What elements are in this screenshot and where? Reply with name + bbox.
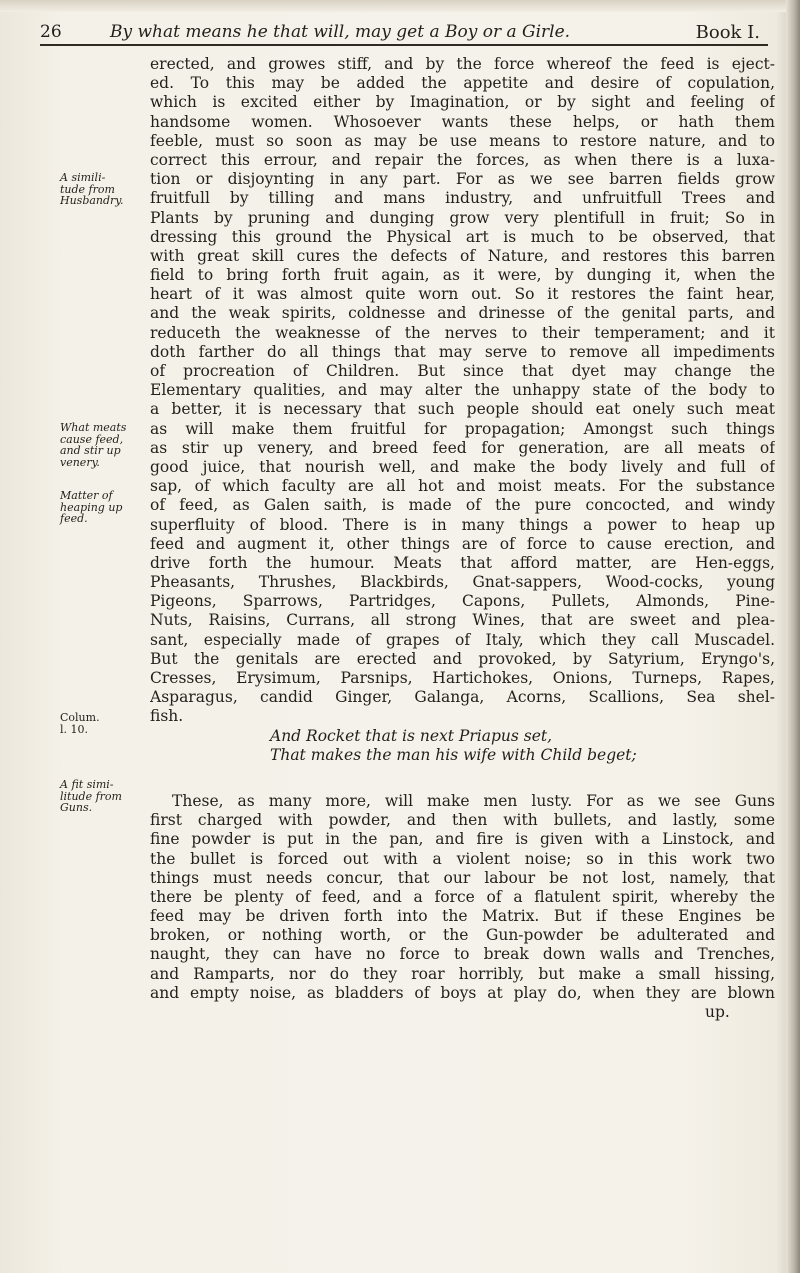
text-line: correct this errour, and repair the forces, as when there is a luxa-: [150, 150, 775, 169]
text-line: reduceth the weaknesse of the nerves to their temperament; and it: [150, 323, 775, 342]
margin-note-guns: [60, 779, 140, 814]
text-line: feeble, must so soon as may be use means to restore nature, and to: [150, 131, 775, 150]
margin-note-line: tude from: [60, 182, 115, 196]
text-line: of procreation of Children. But since that dyet may change the: [150, 362, 775, 380]
text-line: sant, especially made of grapes of Italy, which they call Muscadel.: [150, 630, 775, 649]
verse-line: That makes the man his wife with Child beget;: [270, 745, 637, 764]
text-line: ed. To this may be added the appetite and desire of copulation,: [150, 74, 775, 93]
margin-note-line: heaping up: [60, 500, 123, 514]
text-line: tion or disjoynting in any part. For as we see barren fields grow: [150, 170, 775, 189]
text-line: Nuts, Raisins, Currans, all strong Wines, that are sweet and plea-: [150, 611, 775, 630]
text-line: feed may be driven forth into the Matrix. But if these Engines be: [150, 907, 775, 926]
text-line: which is excited either by Imagination, or by sight and feeling of: [150, 93, 775, 112]
text-line: drive forth the humour. Meats that afford matter, are Hen-eggs,: [150, 553, 775, 572]
text-line: But the genitals are erected and provoked, by Satyrium, Eryngo's,: [150, 649, 775, 668]
header-rule: [40, 44, 768, 46]
text-line: feed and augment it, other things are of force to cause erection, and: [150, 534, 775, 553]
text-line: doth farther do all things that may serve to remove all impediments: [150, 342, 775, 361]
margin-note-line: cause feed,: [60, 432, 124, 446]
margin-note-colum: [60, 712, 140, 735]
margin-note-meats: [60, 422, 140, 468]
text-line: broken, or nothing worth, or the Gun-powder be adulterated and: [150, 926, 775, 945]
page-top-edge: [0, 0, 800, 12]
margin-note-husbandry: [60, 172, 140, 207]
text-line: there be plenty of feed, and a force of a flatulent spirit, whereby the: [150, 887, 775, 906]
text-line: of feed, as Galen saith, is made of the pure concocted, and windy: [150, 496, 775, 515]
text-line: up.: [705, 1003, 730, 1021]
text-line: good juice, that nourish well, and make the body lively and full of: [150, 457, 775, 476]
margin-note-line: What meats: [60, 421, 127, 434]
margin-note-line: Colum.: [60, 711, 100, 724]
text-line: and empty noise, as bladders of boys at play do, when they are blown: [150, 983, 775, 1002]
text-line: fish.: [150, 707, 184, 726]
text-line: a better, it is necessary that such people should eat onely such meat: [150, 400, 775, 419]
margin-note-line: and stir up: [60, 444, 121, 457]
margin-note-line: Guns.: [60, 801, 93, 814]
text-line: field to bring forth fruit again, as it were, by dunging it, when the: [150, 266, 775, 285]
text-line: sap, of which faculty are all hot and moist meats. For the substance: [150, 477, 775, 496]
text-line: first charged with powder, and then with bullets, and lastly, some: [150, 811, 775, 830]
margin-note-line: venery.: [60, 455, 100, 469]
text-line: erected, and growes stiff, and by the force whereof the feed is eject-: [150, 55, 775, 73]
page-number: 26: [40, 22, 62, 42]
text-line: as will make them fruitful for propagation; Amongst such things: [150, 419, 775, 438]
margin-note-line: l. 10.: [60, 722, 89, 736]
text-line: These, as many more, will make men lusty. For as we see Guns: [172, 791, 775, 810]
text-line: Pigeons, Sparrows, Partridges, Capons, Pullets, Almonds, Pine-: [150, 592, 775, 611]
text-line: fine powder is put in the pan, and fire is given with a Linstock, and: [150, 830, 775, 849]
binding-edge: [786, 0, 800, 1273]
text-line: Elementary qualities, and may alter the unhappy state of the body to: [150, 381, 775, 400]
paragraph-gap: [150, 765, 775, 792]
running-title: By what means he that will, may get a Boy or a Girle.: [110, 22, 571, 42]
margin-note-line: Husbandry.: [60, 194, 124, 207]
text-line: dressing this ground the Physical art is much to be observed, that: [150, 227, 775, 246]
text-line: Plants by pruning and dunging grow very plentifull in fruit; So in: [150, 208, 775, 227]
text-line: Pheasants, Thrushes, Blackbirds, Gnat-sappers, Wood-cocks, young: [150, 573, 775, 592]
text-line: things must needs concur, that our labour be not lost, namely, that: [150, 868, 775, 887]
text-line: with great skill cures the defects of Nature, and restores this barren: [150, 246, 775, 265]
margin-note-matter: [60, 490, 140, 525]
text-line: superfluity of blood. There is in many things a power to heap up: [150, 515, 775, 534]
text-line: as stir up venery, and breed feed for generation, are all meats of: [150, 438, 775, 457]
book-label: Book I.: [695, 22, 760, 43]
verse-line: And Rocket that is next Priapus set,: [270, 726, 553, 745]
margin-note-line: Matter of: [60, 489, 113, 502]
text-line: handsome women. Whosoever wants these helps, or hath them: [150, 112, 775, 131]
text-line: fruitfull by tilling and mans industry, and unfruitfull Trees and: [150, 189, 775, 208]
margin-note-line: A fit simi-: [60, 778, 114, 791]
text-line: naught, they can have no force to break down walls and Trenches,: [150, 945, 775, 964]
margin-note-line: feed.: [60, 512, 88, 525]
text-line: heart of it was almost quite worn out. So it restores the faint hear,: [150, 285, 775, 304]
text-line: Asparagus, candid Ginger, Galanga, Acorns, Scallions, Sea shel-: [150, 688, 775, 707]
margin-note-line: A simili-: [60, 171, 106, 184]
text-line: and Ramparts, nor do they roar horribly, but make a small hissing,: [150, 964, 775, 983]
body-text: [150, 55, 775, 1022]
text-line: and the weak spirits, coldnesse and drinesse of the genital parts, and: [150, 304, 775, 323]
text-line: Cresses, Erysimum, Parsnips, Hartichokes, Onions, Turneps, Rapes,: [150, 669, 775, 687]
margin-note-line: litude from: [60, 789, 122, 803]
text-line: the bullet is forced out with a violent noise; so in this work two: [150, 849, 775, 868]
